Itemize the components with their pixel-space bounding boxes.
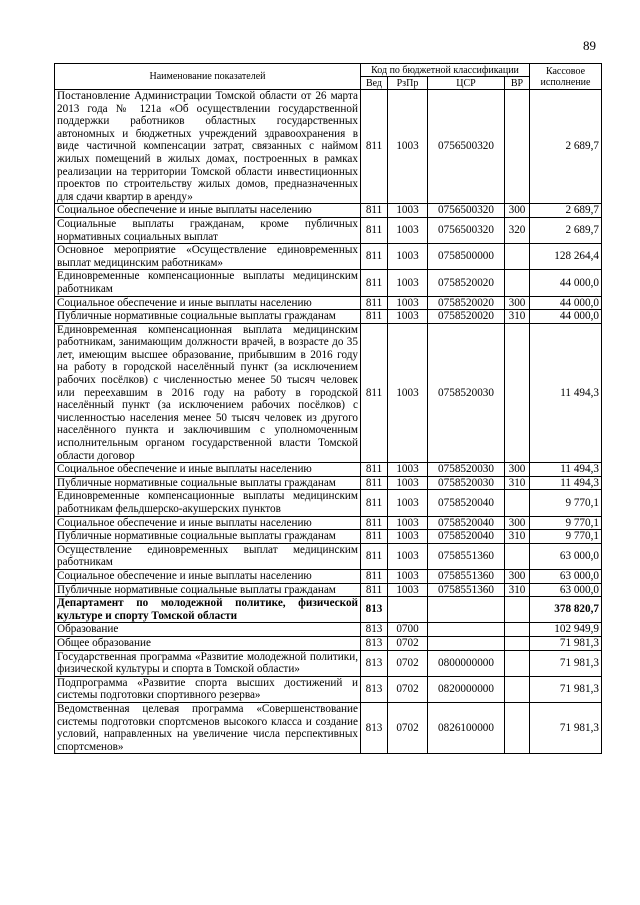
- cell-vr: 310: [505, 530, 530, 544]
- cell-amount: 9 770,1: [530, 516, 602, 530]
- cell-vr: 310: [505, 476, 530, 490]
- cell-name: Единовременные компенсационные выплаты медицинским работникам: [55, 270, 361, 296]
- cell-ved: 811: [361, 204, 388, 218]
- cell-name: Социальное обеспечение и иные выплаты населению: [55, 463, 361, 477]
- cell-ved: 811: [361, 490, 388, 516]
- cell-ved: 813: [361, 676, 388, 702]
- cell-name: Социальное обеспечение и иные выплаты населению: [55, 204, 361, 218]
- cell-ved: 811: [361, 530, 388, 544]
- cell-amount: 9 770,1: [530, 530, 602, 544]
- cell-amount: 44 000,0: [530, 296, 602, 310]
- cell-csr: 0758520020: [428, 270, 505, 296]
- cell-ved: 813: [361, 597, 388, 623]
- cell-csr: [428, 623, 505, 637]
- cell-csr: 0756500320: [428, 217, 505, 243]
- cell-name: Публичные нормативные социальные выплаты гражданам: [55, 583, 361, 597]
- table-row: [55, 244, 602, 270]
- cell-ved: 811: [361, 323, 388, 463]
- cell-rzpr: 0702: [388, 650, 428, 676]
- cell-name: Социальное обеспечение и иные выплаты населению: [55, 569, 361, 583]
- cell-amount: 11 494,3: [530, 323, 602, 463]
- cell-ved: 813: [361, 623, 388, 637]
- cell-csr: [428, 597, 505, 623]
- cell-csr: 0758520030: [428, 463, 505, 477]
- cell-name: Социальное обеспечение и иные выплаты населению: [55, 516, 361, 530]
- cell-csr: 0758551360: [428, 569, 505, 583]
- cell-ved: 811: [361, 217, 388, 243]
- cell-vr: [505, 244, 530, 270]
- cell-rzpr: 0702: [388, 636, 428, 650]
- table-row: [55, 490, 602, 516]
- cell-name: Публичные нормативные социальные выплаты гражданам: [55, 310, 361, 324]
- cell-amount: 102 949,9: [530, 623, 602, 637]
- cell-rzpr: 1003: [388, 244, 428, 270]
- cell-csr: 0758520040: [428, 490, 505, 516]
- table-row: [55, 676, 602, 702]
- table-row: [55, 623, 602, 637]
- table-row: [55, 463, 602, 477]
- cell-amount: 63 000,0: [530, 569, 602, 583]
- cell-vr: [505, 597, 530, 623]
- cell-rzpr: 1003: [388, 90, 428, 204]
- table-row: [55, 217, 602, 243]
- cell-name: Образование: [55, 623, 361, 637]
- cell-amount: 63 000,0: [530, 583, 602, 597]
- cell-rzpr: 1003: [388, 323, 428, 463]
- cell-name: Осуществление единовременных выплат медицинским работникам: [55, 543, 361, 569]
- cell-name: Подпрограмма «Развитие спорта высших достижений и системы подготовки спортивного резерва»: [55, 676, 361, 702]
- cell-ved: 811: [361, 476, 388, 490]
- cell-csr: 0758520030: [428, 323, 505, 463]
- header-name: Наименование показателей: [55, 64, 361, 90]
- cell-ved: 811: [361, 90, 388, 204]
- cell-csr: 0758520040: [428, 530, 505, 544]
- cell-vr: 300: [505, 516, 530, 530]
- cell-rzpr: 1003: [388, 204, 428, 218]
- table-row: [55, 569, 602, 583]
- header-vr: ВР: [505, 77, 530, 90]
- cell-vr: 310: [505, 310, 530, 324]
- cell-csr: 0820000000: [428, 676, 505, 702]
- table-row: [55, 476, 602, 490]
- cell-ved: 813: [361, 650, 388, 676]
- cell-name: Единовременные компенсационные выплаты медицинским работникам фельдшерско-акушерских пунктов: [55, 490, 361, 516]
- cell-ved: 811: [361, 244, 388, 270]
- table-row: [55, 204, 602, 218]
- cell-amount: 71 981,3: [530, 650, 602, 676]
- cell-ved: 811: [361, 543, 388, 569]
- table-row: [55, 296, 602, 310]
- cell-amount: 378 820,7: [530, 597, 602, 623]
- cell-rzpr: 1003: [388, 217, 428, 243]
- cell-vr: [505, 636, 530, 650]
- table-row: [55, 543, 602, 569]
- cell-csr: 0758520040: [428, 516, 505, 530]
- cell-csr: 0758520020: [428, 310, 505, 324]
- cell-vr: [505, 650, 530, 676]
- table-row: [55, 650, 602, 676]
- cell-rzpr: 0700: [388, 623, 428, 637]
- cell-name: Социальное обеспечение и иные выплаты населению: [55, 296, 361, 310]
- cell-ved: 811: [361, 270, 388, 296]
- header-amount: Кассовое исполнение: [530, 64, 602, 90]
- cell-name: Департамент по молодежной политике, физической культуре и спорту Томской области: [55, 597, 361, 623]
- cell-ved: 811: [361, 463, 388, 477]
- cell-ved: 811: [361, 310, 388, 324]
- header-code-group: Код по бюджетной классификации: [361, 64, 530, 77]
- cell-name: Общее образование: [55, 636, 361, 650]
- cell-name: Основное мероприятие «Осуществление единовременных выплат медицинским работникам»: [55, 244, 361, 270]
- header-rzpr: РзПр: [388, 77, 428, 90]
- cell-rzpr: 0702: [388, 676, 428, 702]
- cell-rzpr: 1003: [388, 310, 428, 324]
- cell-name: Постановление Администрации Томской области от 26 марта 2013 года № 121а «Об осуществлении государственной поддержки работников областных государственных автономных и бюджетных учреждений здравоохранения в виде частичной компенсации затрат, связанных с наймом жилых помещений в жилых домах, построенных в рамках реализации на территории Томской области инвестиционных проектов по строительству жилых домов, предназначенных для сдачи квартир в аренду»: [55, 90, 361, 204]
- cell-amount: 11 494,3: [530, 463, 602, 477]
- cell-name: Социальные выплаты гражданам, кроме публичных нормативных социальных выплат: [55, 217, 361, 243]
- table-row: [55, 530, 602, 544]
- cell-amount: 2 689,7: [530, 90, 602, 204]
- cell-amount: 44 000,0: [530, 310, 602, 324]
- cell-ved: 811: [361, 516, 388, 530]
- table-row: [55, 583, 602, 597]
- cell-rzpr: 1003: [388, 296, 428, 310]
- cell-rzpr: 1003: [388, 463, 428, 477]
- cell-vr: 310: [505, 583, 530, 597]
- cell-csr: 0826100000: [428, 702, 505, 753]
- cell-csr: 0756500320: [428, 90, 505, 204]
- cell-amount: 44 000,0: [530, 270, 602, 296]
- cell-rzpr: 1003: [388, 583, 428, 597]
- cell-amount: 128 264,4: [530, 244, 602, 270]
- header-csr: ЦСР: [428, 77, 505, 90]
- cell-rzpr: 1003: [388, 270, 428, 296]
- cell-amount: 71 981,3: [530, 636, 602, 650]
- cell-vr: [505, 676, 530, 702]
- cell-name: Единовременная компенсационная выплата медицинским работникам, занимающим должности врачей, в возрасте до 35 лет, имеющим высшее образование, прибывшим в 2016 году на работу в городской населённый пункт (за исключением рабочих посёлков) с численностью менее 50 тысяч человек или переехавшим в 2016 году на работу в городской населённый пункт (за исключением рабочих посёлков) с численностью населения менее 50 тысяч человек из другого населённого пункта и заключившим с уполномоченным исполнительным органом государственной власти Томской области договор: [55, 323, 361, 463]
- cell-vr: 300: [505, 296, 530, 310]
- cell-vr: [505, 490, 530, 516]
- cell-vr: [505, 90, 530, 204]
- cell-rzpr: 0702: [388, 702, 428, 753]
- cell-amount: 71 981,3: [530, 676, 602, 702]
- table-row: [55, 310, 602, 324]
- table-row: [55, 597, 602, 623]
- cell-ved: 811: [361, 296, 388, 310]
- table-row: [55, 516, 602, 530]
- cell-vr: [505, 623, 530, 637]
- cell-vr: [505, 543, 530, 569]
- cell-vr: 300: [505, 569, 530, 583]
- table-row: [55, 90, 602, 204]
- cell-vr: [505, 270, 530, 296]
- cell-vr: 300: [505, 463, 530, 477]
- table-row: [55, 270, 602, 296]
- cell-name: Публичные нормативные социальные выплаты гражданам: [55, 530, 361, 544]
- cell-csr: 0758551360: [428, 543, 505, 569]
- cell-rzpr: 1003: [388, 530, 428, 544]
- cell-name: Ведомственная целевая программа «Совершенствование системы подготовки спортсменов высокого класса и создание условий, направленных на увеличение числа перспективных спортсменов»: [55, 702, 361, 753]
- cell-vr: 300: [505, 204, 530, 218]
- header-ved: Вед: [361, 77, 388, 90]
- cell-csr: [428, 636, 505, 650]
- table-row: [55, 323, 602, 463]
- cell-vr: 320: [505, 217, 530, 243]
- cell-rzpr: 1003: [388, 569, 428, 583]
- cell-name: Государственная программа «Развитие молодежной политики, физической культуры и спорта в Томской области»: [55, 650, 361, 676]
- table-row: [55, 702, 602, 753]
- cell-amount: 71 981,3: [530, 702, 602, 753]
- table-row: [55, 636, 602, 650]
- cell-rzpr: 1003: [388, 476, 428, 490]
- cell-amount: 2 689,7: [530, 217, 602, 243]
- page-number: 89: [583, 38, 596, 53]
- cell-csr: 0758520020: [428, 296, 505, 310]
- cell-amount: 9 770,1: [530, 490, 602, 516]
- cell-ved: 813: [361, 702, 388, 753]
- table-body: [55, 90, 602, 754]
- cell-ved: 811: [361, 583, 388, 597]
- cell-ved: 813: [361, 636, 388, 650]
- cell-csr: 0758520030: [428, 476, 505, 490]
- cell-rzpr: 1003: [388, 543, 428, 569]
- cell-amount: 11 494,3: [530, 476, 602, 490]
- cell-name: Публичные нормативные социальные выплаты гражданам: [55, 476, 361, 490]
- cell-rzpr: [388, 597, 428, 623]
- budget-execution-table: [54, 63, 602, 754]
- cell-ved: 811: [361, 569, 388, 583]
- cell-rzpr: 1003: [388, 490, 428, 516]
- cell-csr: 0756500320: [428, 204, 505, 218]
- cell-vr: [505, 323, 530, 463]
- cell-vr: [505, 702, 530, 753]
- cell-csr: 0758551360: [428, 583, 505, 597]
- cell-amount: 2 689,7: [530, 204, 602, 218]
- cell-amount: 63 000,0: [530, 543, 602, 569]
- cell-rzpr: 1003: [388, 516, 428, 530]
- cell-csr: 0758500000: [428, 244, 505, 270]
- cell-csr: 0800000000: [428, 650, 505, 676]
